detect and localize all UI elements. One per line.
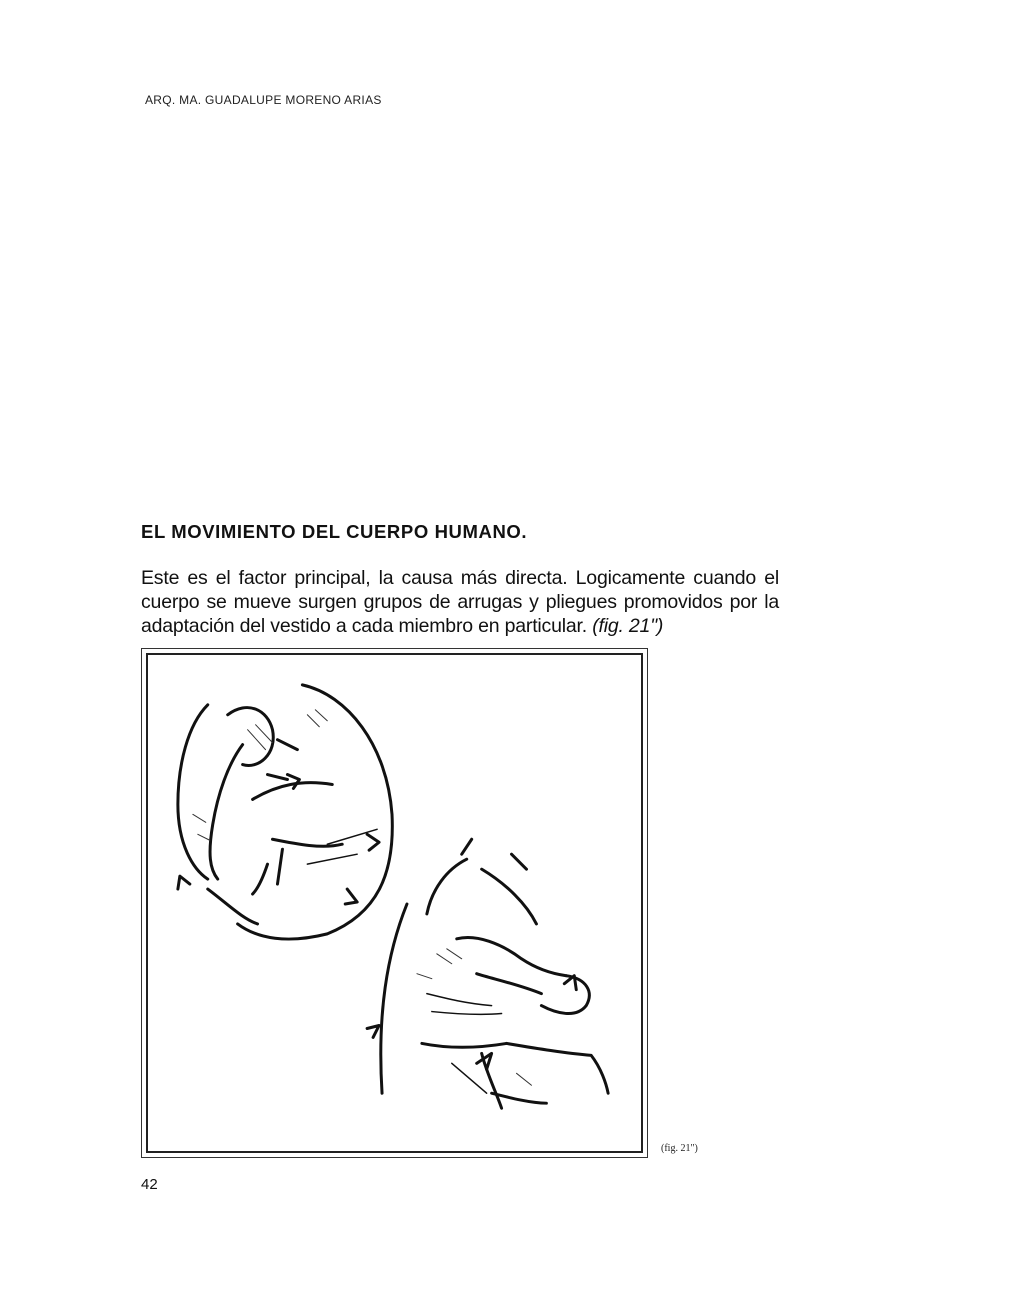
body-paragraph xyxy=(141,566,779,638)
sketch-drapery-folds-icon xyxy=(148,655,641,1151)
figure-caption: (fig. 21") xyxy=(661,1143,698,1154)
paragraph-text: Este es el factor principal, la causa más directa. Logicamente cuando el cuerpo se mueve surgen grupos de arrugas y pliegues promovidos por la adaptación del vestido a cada miembro en particular. xyxy=(141,567,779,637)
section-title: EL MOVIMIENTO DEL CUERPO HUMANO. xyxy=(141,521,528,542)
running-header: ARQ. MA. GUADALUPE MORENO ARIAS xyxy=(145,93,382,107)
figure-frame xyxy=(141,648,648,1158)
figure-reference: (fig. 21") xyxy=(592,615,664,637)
figure-inner-border xyxy=(146,653,643,1153)
page-number: 42 xyxy=(141,1176,158,1193)
